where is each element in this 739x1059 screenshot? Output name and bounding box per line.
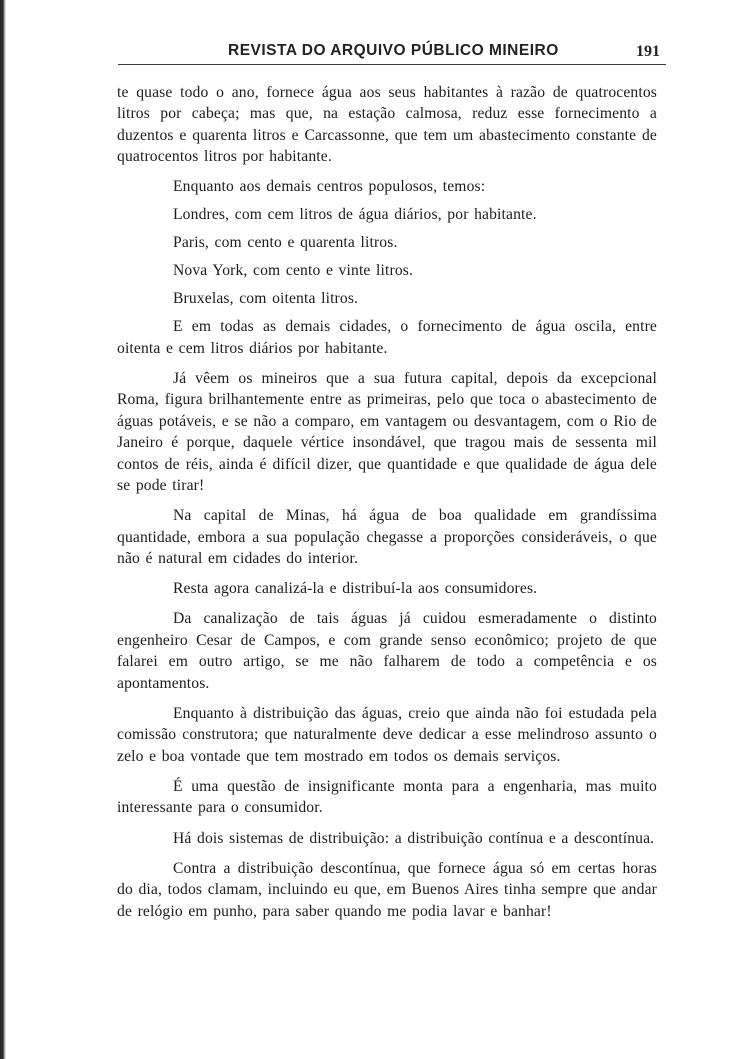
paragraph: Enquanto à distribuição das águas, creio que ainda não foi estudada pela comissão construtora; que naturalmente deve dedicar a esse melindroso assunto o zelo e boa vontade que tem mostrado em todos os demais serviços.	[117, 704, 657, 765]
list-item: Londres, com cem litros de água diários, por habitante.	[173, 206, 537, 224]
paragraph: E em todas as demais cidades, o fornecimento de água oscila, entre oitenta e cem litros diários por habitante.	[117, 318, 657, 357]
paragraph: Da canalização de tais águas já cuidou esmeradamente o distinto engenheiro Cesar de Campos, e com grande senso econômico; projeto de que falarei em outro artigo, se me não falharem de todo a competência e os apontamentos.	[117, 610, 657, 692]
paragraph: Na capital de Minas, há água de boa qualidade em grandíssima quantidade, embora a sua população chegasse a proporções consideráveis, o que não é natural em cidades do interior.	[117, 507, 657, 568]
paragraph: Resta agora canalizá-la e distribuí-la aos consumidores.	[173, 580, 538, 598]
paragraph: Já vêem os mineiros que a sua futura capital, depois da excepcional Roma, figura brilhantemente entre as primeiras, pelo que toca o abastecimento de águas potáveis, e se não a comparo, em vantagem ou desvantagem, com o Rio de Janeiro é porque, daquele vértice insondável, que tragou mais de sessenta mil contos de réis, ainda é difícil dizer, que quantidade e que qualidade de água dele se pode tirar!	[117, 370, 657, 495]
paragraph: Há dois sistemas de distribuição: a distribuição contínua e a descontínua.	[173, 829, 655, 847]
paragraph: É uma questão de insignificante monta para a engenharia, mas muito interessante para o consumidor.	[117, 777, 657, 817]
page-binding-edge	[0, 0, 6, 1059]
journal-title: REVISTA DO ARQUIVO PÚBLICO MINEIRO	[228, 42, 559, 59]
list-item: Nova York, com cento e vinte litros.	[173, 262, 414, 280]
running-header	[118, 38, 666, 65]
paragraph: te quase todo o ano, fornece água aos seus habitantes à razão de quatrocentos litros por cabeça; mas que, na estação calmosa, reduz esse fornecimento a duzentos e quarenta litros e Carcassonne, que tem um abastecimento constante de quatrocentos litros por habitante.	[117, 84, 657, 166]
paragraph: Enquanto aos demais centros populosos, temos:	[173, 178, 486, 196]
article-body	[117, 82, 657, 931]
list-item: Paris, com cento e quarenta litros.	[173, 234, 398, 252]
paragraph: Contra a distribuição descontínua, que fornece água só em certas horas do dia, todos clamam, incluindo eu que, em Buenos Aires tinha sempre que andar de relógio em punho, para saber quando me podia lavar e banhar!	[117, 859, 657, 920]
page-number: 191	[636, 43, 660, 60]
list-item: Bruxelas, com oitenta litros.	[173, 290, 359, 308]
